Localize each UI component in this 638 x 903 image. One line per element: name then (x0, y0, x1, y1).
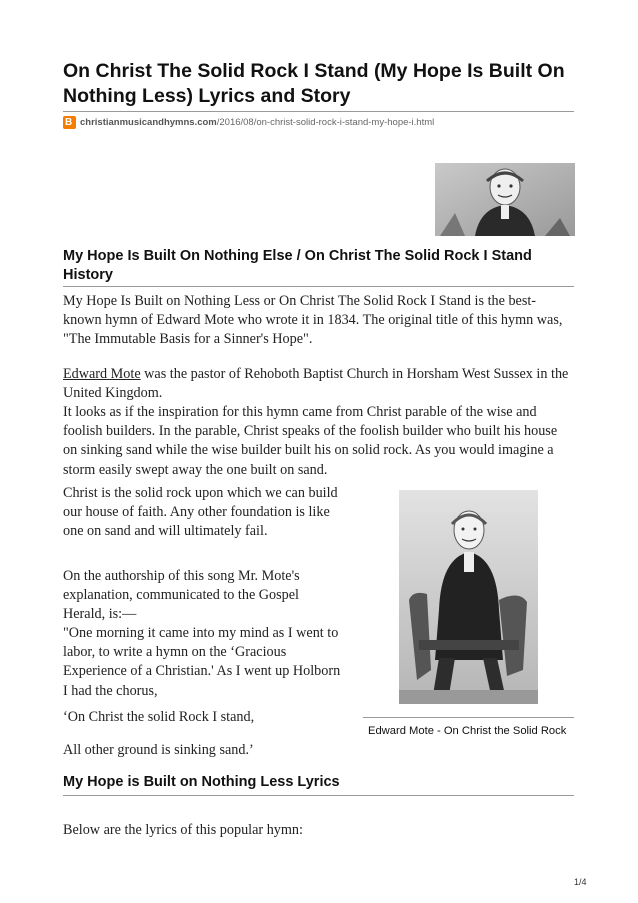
page-title: On Christ The Solid Rock I Stand (My Hope Is Built On Nothing Less) Lyrics and Story (63, 60, 565, 107)
history-divider (63, 286, 574, 287)
portrait-photo-image (399, 490, 538, 704)
caption-divider (363, 717, 574, 718)
edward-mote-thumbnail (435, 163, 575, 236)
source-domain[interactable]: christianmusicandhymns.com (80, 117, 217, 128)
title-divider (63, 111, 574, 112)
lyrics-divider (63, 795, 574, 796)
page-number: 1/4 (574, 877, 587, 887)
source-path[interactable]: /2016/08/on-christ-solid-rock-i-stand-my-hope-i.html (216, 117, 435, 128)
chorus-line-1: ‘On Christ the solid Rock I stand, (63, 709, 255, 725)
history-heading: My Hope Is Built On Nothing Else / On Christ The Solid Rock I Stand History (63, 248, 532, 283)
history-paragraph-2 (63, 365, 574, 403)
history-paragraph-2-text: was the pastor of Rehoboth Baptist Church in Horsham West Sussex in the United Kingdom. (63, 366, 569, 402)
chorus-line-2: All other ground is sinking sand.’ (63, 742, 254, 758)
history-paragraph-5: On the authorship of this song Mr. Mote's explanation, communicated to the Gospel Herald, is:— (63, 568, 300, 623)
edward-mote-link[interactable]: Edward Mote (63, 366, 141, 382)
history-paragraph-6: "One morning it came into my mind as I went to labor, to write a hymn on the ‘Gracious Experience of a Christian.' As I went up Holborn I had the chorus, (63, 625, 341, 699)
lyrics-heading: My Hope is Built on Nothing Less Lyrics (63, 774, 340, 790)
history-paragraph-3: It looks as if the inspiration for this hymn came from Christ parable of the wise and foolish builders. In the parable, Christ speaks of the foolish builder who built his house on sinking sand while the wise builder built his on solid rock. As you would imagine a storm easily swept away the one built on sand. (63, 404, 558, 478)
lyrics-intro: Below are the lyrics of this popular hymn: (63, 822, 303, 838)
blogger-icon (63, 116, 76, 129)
photo-caption: Edward Mote - On Christ the Solid Rock (368, 725, 567, 737)
edward-mote-photo (399, 490, 538, 704)
source-url[interactable] (63, 116, 434, 129)
portrait-thumbnail-image (435, 163, 575, 236)
history-paragraph-1: My Hope Is Built on Nothing Less or On Christ The Solid Rock I Stand is the best-known hymn of Edward Mote who wrote it in 1834. The original title of this hymn was, "The Immutable Basis for a Sinner's Hope". (63, 293, 563, 348)
history-paragraph-4: Christ is the solid rock upon which we can build our house of faith. Any other foundation is like one on sand and will ultimately fail. (63, 485, 338, 540)
